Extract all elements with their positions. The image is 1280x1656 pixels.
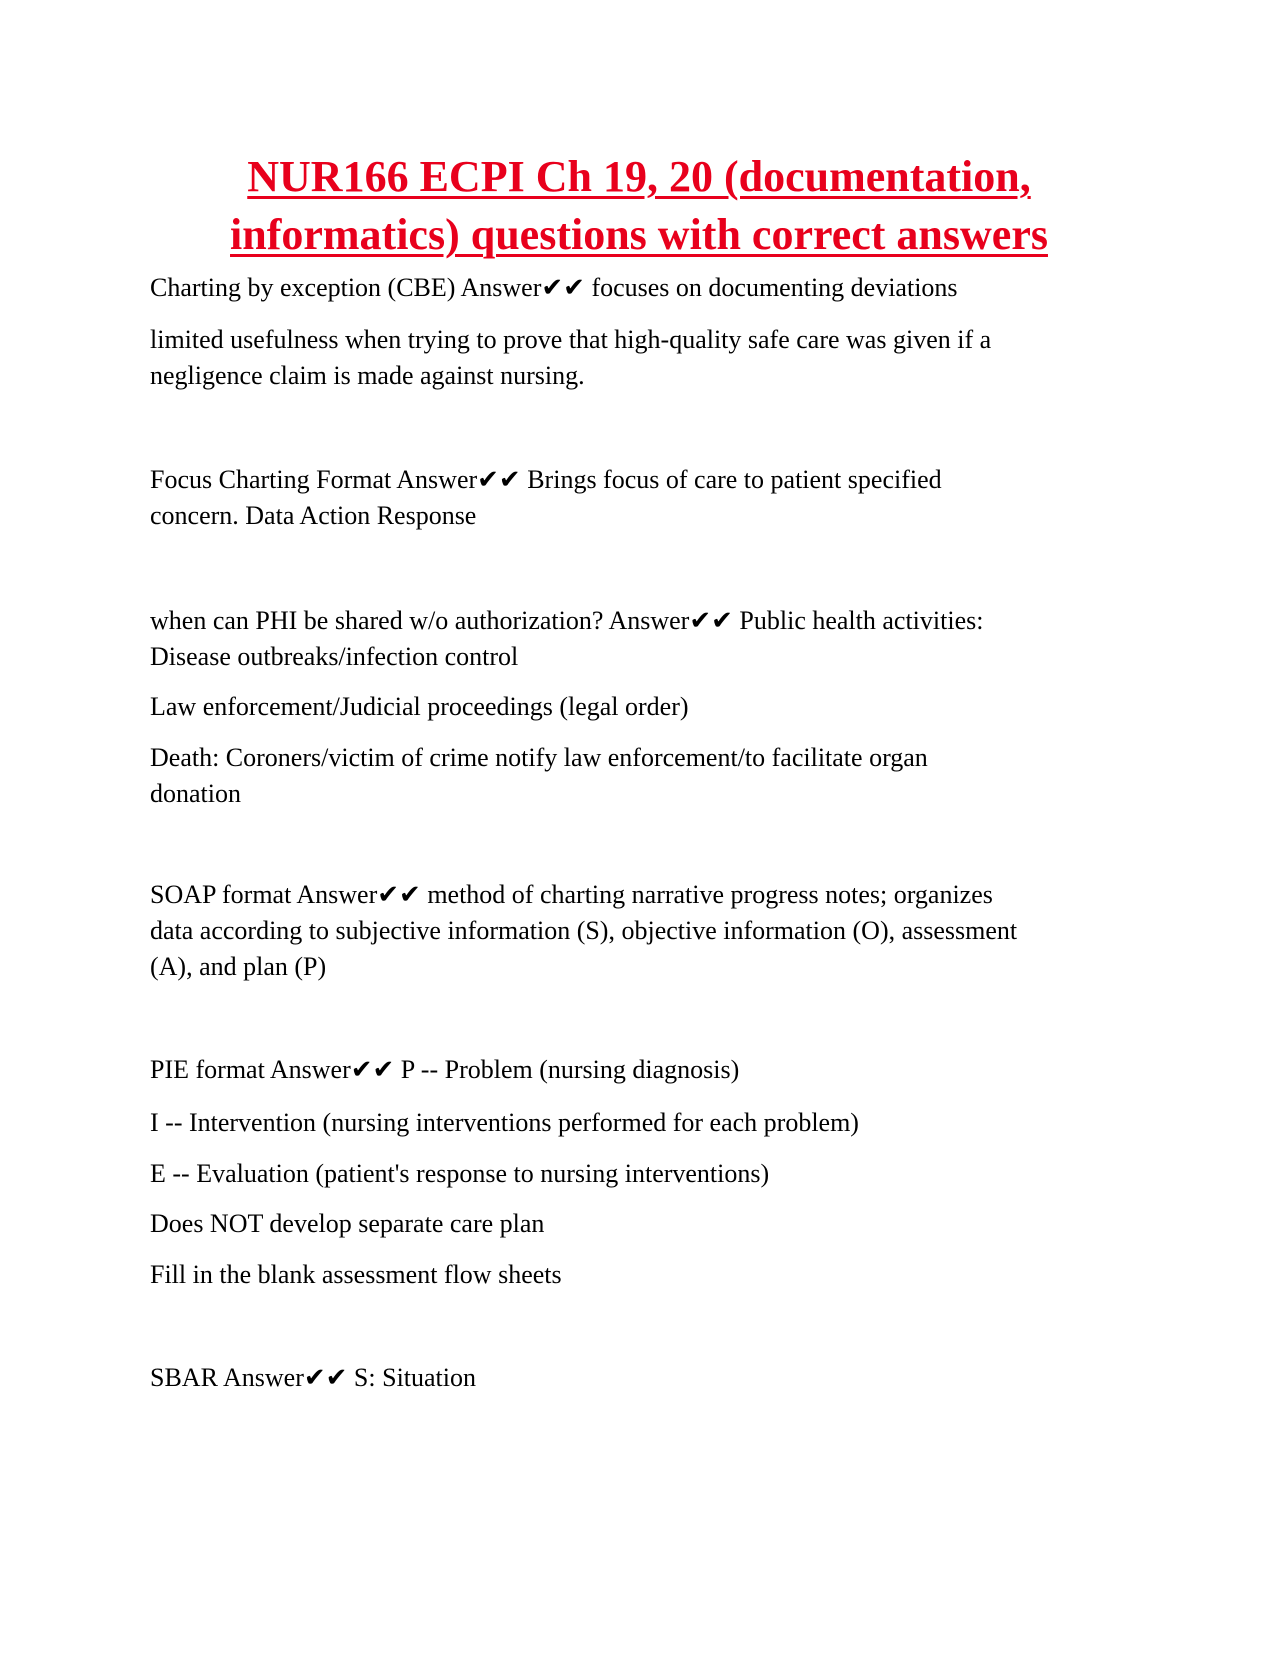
paragraph-death: Death: Coroners/victim of crime notify law enforcement/to facilitate organ donation <box>150 743 928 808</box>
document-title <box>150 148 1128 264</box>
paragraph-pie: PIE format Answer✔✔ P -- Problem (nursing diagnosis) <box>150 1055 740 1084</box>
paragraph-pie-evaluation: E -- Evaluation (patient's response to nursing interventions) <box>150 1159 770 1188</box>
paragraph-phi-sharing: when can PHI be shared w/o authorization? Answer✔✔ Public health activities: Disease outbreaks/infection control <box>150 606 984 671</box>
paragraph-law-enforcement: Law enforcement/Judicial proceedings (legal order) <box>150 692 689 721</box>
paragraph-flow-sheets: Fill in the blank assessment flow sheets <box>150 1260 562 1289</box>
paragraph-pie-care-plan: Does NOT develop separate care plan <box>150 1209 545 1238</box>
paragraph-cbe: Charting by exception (CBE) Answer✔✔ focuses on documenting deviations <box>150 273 958 302</box>
paragraph-sbar: SBAR Answer✔✔ S: Situation <box>150 1363 477 1392</box>
title-line-2: informatics) questions with correct answers <box>230 210 1048 259</box>
paragraph-pie-intervention: I -- Intervention (nursing interventions performed for each problem) <box>150 1108 859 1137</box>
paragraph-focus-charting: Focus Charting Format Answer✔✔ Brings focus of care to patient specified concern. Data Action Response <box>150 465 942 530</box>
title-line-1: NUR166 ECPI Ch 19, 20 (documentation, <box>247 152 1031 201</box>
paragraph-soap: SOAP format Answer✔✔ method of charting narrative progress notes; organizes data according to subjective information (S), objective information (O), assessment (A), and plan (P) <box>150 880 1018 981</box>
paragraph-cbe-limitation: limited usefulness when trying to prove that high-quality safe care was given if a negligence claim is made against nursing. <box>150 325 992 390</box>
